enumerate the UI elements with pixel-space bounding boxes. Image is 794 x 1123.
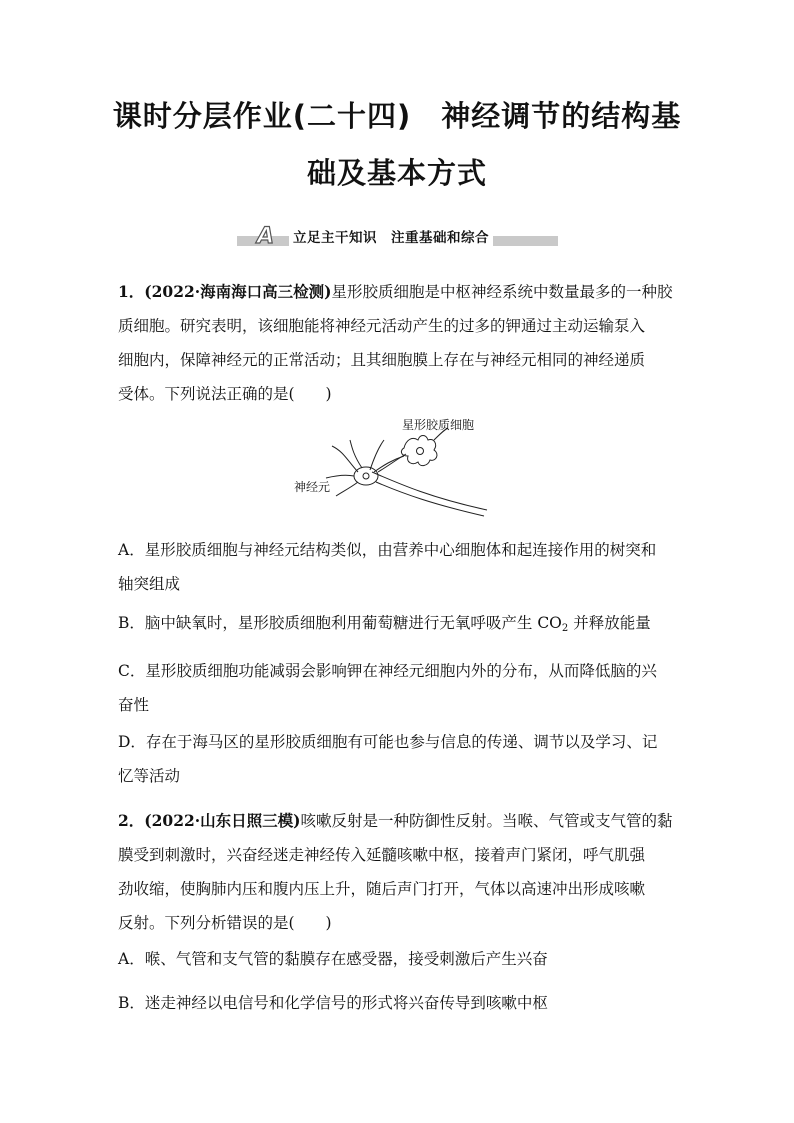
question-1-stem-c: 细胞内，保障神经元的正常活动；且其细胞膜上存在与神经元相同的神经递质 — [118, 351, 646, 369]
question-1-option-d — [118, 725, 680, 793]
neuron-astrocyte-figure — [292, 410, 502, 522]
option-b-text: B．脑中缺氧时，星形胶质细胞利用葡萄糖进行无氧呼吸产生 CO — [118, 614, 562, 632]
question-2-source: 2．(2022·山东日照三模) — [118, 811, 301, 830]
question-2-stem-c: 劲收缩，使胸肺内压和腹内压上升，随后声门打开，气体以高速冲出形成咳嗽 — [118, 880, 646, 898]
question-1-stem-b: 质细胞。研究表明，该细胞能将神经元活动产生的过多的钾通过主动运输泵入 — [118, 317, 646, 335]
question-1-option-c — [118, 654, 680, 722]
question-1-stem-a: 星形胶质细胞是中枢神经系统中数量最多的一种胶 — [331, 283, 673, 301]
question-2-option-b: B．迷走神经以电信号和化学信号的形式将兴奋传导到咳嗽中枢 — [118, 994, 548, 1012]
page-title-line-2: 础及基本方式 — [306, 156, 487, 190]
question-2-stem — [118, 804, 680, 940]
question-1-options — [118, 533, 680, 601]
question-1-option-b — [118, 606, 680, 646]
option-a-line-1: A．星形胶质细胞与神经元结构类似，由营养中心细胞体和起连接作用的树突和 — [118, 541, 657, 559]
question-1-stem — [118, 275, 680, 411]
neuron-label: 神经元 — [294, 480, 331, 494]
question-2-stem-a: 咳嗽反射是一种防御性反射。当喉、气管或支气管的黏 — [300, 812, 673, 830]
section-banner — [237, 226, 558, 250]
option-c-line-1: C．星形胶质细胞功能减弱会影响钾在神经元细胞内外的分布，从而降低脑的兴 — [118, 662, 657, 680]
option-b-text-end: 并释放能量 — [568, 614, 651, 632]
question-2-option-a: A．喉、气管和支气管的黏膜存在感受器，接受刺激后产生兴奋 — [118, 950, 548, 968]
option-c-line-2: 奋性 — [118, 696, 150, 714]
question-2-stem-b: 膜受到刺激时，兴奋经迷走神经传入延髓咳嗽中枢，接着声门紧闭，呼气肌强 — [118, 846, 646, 864]
option-d-line-1: D．存在于海马区的星形胶质细胞有可能也参与信息的传递、调节以及学习、记 — [118, 733, 658, 751]
option-b-subscript: 2 — [561, 623, 569, 634]
banner-badge: A — [257, 224, 275, 249]
option-a-line-2: 轴突组成 — [118, 575, 181, 593]
question-1-stem-d: 受体。下列说法正确的是( ) — [118, 385, 332, 403]
page-title-line-1: 课时分层作业(二十四) 神经调节的结构基 — [112, 99, 682, 133]
banner-text: 立足主干知识 注重基础和综合 — [289, 228, 493, 248]
option-d-line-2: 忆等活动 — [118, 767, 181, 785]
question-1-source: 1．(2022·海南海口高三检测) — [118, 282, 332, 301]
astrocyte-label: 星形胶质细胞 — [402, 418, 475, 432]
question-2-stem-d: 反射。下列分析错误的是( ) — [118, 914, 332, 932]
